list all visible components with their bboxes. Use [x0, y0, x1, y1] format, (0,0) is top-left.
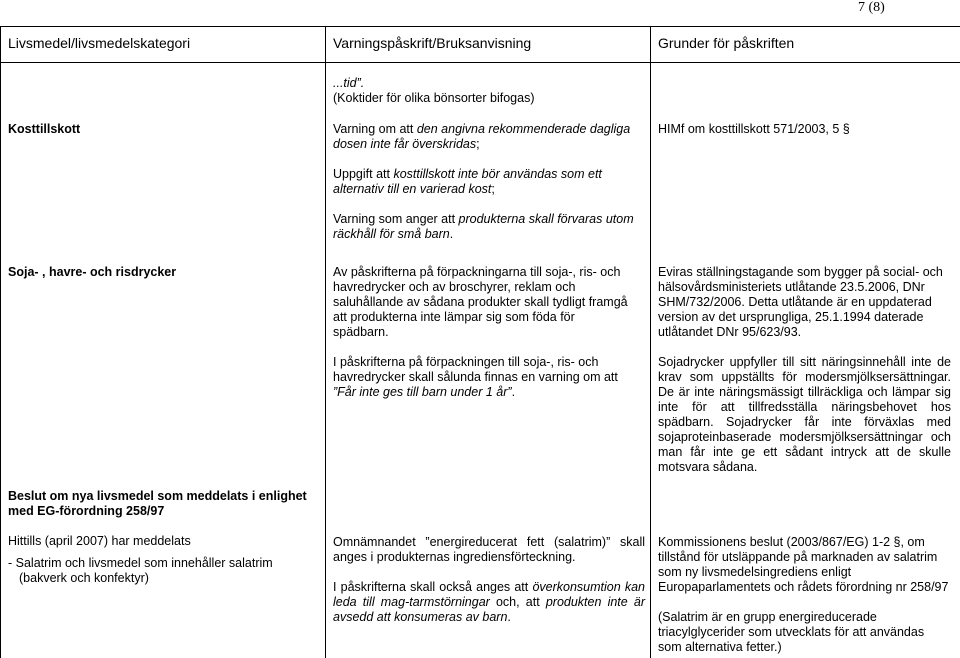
column-divider-1 [325, 26, 326, 658]
plant-drinks-warning-2: I påskrifterna på förpackningen till soja-, ris- och havredrycker skall sålunda finnas en varning om att ”Får inte ges till barn under 1 år”. [333, 355, 618, 399]
column-header-warning: Varningspåskrift/Bruksanvisning [333, 35, 532, 51]
plant-drinks-grounds-2: Sojadrycker uppfyller till sitt näringsinnehåll inte de krav som uppställts för modersmjölksersättningar. De är inte näringsmässigt tillräckliga och lämpar sig inte för att tillfredsställa näringsbehovet hos spädbarn. Sojadrycker får inte förväxlas med sojaproteinbaserade modersmjölksersättningar och man får inte ge ett sådant intryck att de skulle motsvara sådana. [658, 355, 951, 474]
novel-foods-salatrim: - Salatrim och livsmedel som innehåller salatrim (bakverk och konfektyr) [8, 556, 273, 585]
page-number: 7 (8) [858, 0, 885, 15]
salatrim-warnings [333, 535, 645, 625]
table-top-border [0, 26, 960, 27]
category-plant-drinks: Soja- , havre- och risdrycker [8, 265, 177, 279]
column-divider-2 [650, 26, 651, 658]
novel-foods-heading: Beslut om nya livsmedel som meddelats i enlighet med EG-förordning 258/97 [8, 489, 307, 518]
continuation-text: ...tid”. [333, 76, 365, 90]
salatrim-warning-2: I påskrifterna skall också anges att överkonsumtion kan leda till mag-tarmstörningar och, att produkten inte är avsedd att konsumeras av barn. [333, 580, 646, 624]
salatrim-warning-1: Omnämnandet ”energireducerat fett (salatrim)” skall anges i produkternas ingrediensförteckning. [333, 535, 645, 564]
column-header-grounds: Grunder för påskriften [658, 35, 795, 51]
table-left-border [0, 26, 1, 658]
salatrim-grounds [658, 535, 951, 655]
plant-drinks-grounds [658, 265, 951, 475]
plant-drinks-warning-1: Av påskrifterna på förpackningarna till soja-, ris- och havredrycker och av broschyrer, reklam och saluhållande av sådana produkter skall tydligt framgå att produkterna inte lämpar sig som föda för spädbarn. [333, 265, 628, 339]
supplements-warnings [333, 122, 643, 242]
novel-foods-intro: Hittills (april 2007) har meddelats [8, 534, 191, 548]
salatrim-grounds-2: (Salatrim är en grupp energireducerade triacylglycerider som utvecklats för att användas som alternativa fetter.) [658, 610, 925, 654]
column-header-category: Livsmedel/livsmedelskategori [8, 35, 191, 51]
salatrim-grounds-1: Kommissionens beslut (2003/867/EG) 1-2 §, om tillstånd för utsläppande på marknaden av salatrim som ny livsmedelsingrediens enligt Europaparlamentets och rådets förordning nr 258/97 [658, 535, 949, 594]
plant-drinks-grounds-1: Eviras ställningstagande som bygger på social- och hälsovårdsministeriets utlåtande 23.5.2006, DNr SHM/732/2006. Detta utlåtande är en uppdaterad version av det ursprungliga, 25.1.1994 daterade utlåtandet DNr 95/623/93. [658, 265, 943, 339]
cooking-times-note: (Koktider för olika bönsorter bifogas) [333, 91, 535, 105]
warning-alternative: Uppgift att kosttillskott inte bör användas som ett alternativ till en varierad kost; [333, 167, 602, 196]
warning-storage: Varning som anger att produkterna skall förvaras utom räckhåll för små barn. [333, 212, 634, 241]
category-supplements: Kosttillskott [8, 122, 81, 136]
plant-drinks-warnings [333, 265, 629, 400]
header-bottom-border [0, 62, 960, 63]
warning-dose: Varning om att den angivna rekommenderade dagliga dosen inte får överskridas; [333, 122, 631, 151]
supplements-grounds: HIMf om kosttillskott 571/2003, 5 § [658, 122, 850, 136]
continuation-cell [333, 76, 643, 106]
category-novel-foods [8, 489, 313, 586]
